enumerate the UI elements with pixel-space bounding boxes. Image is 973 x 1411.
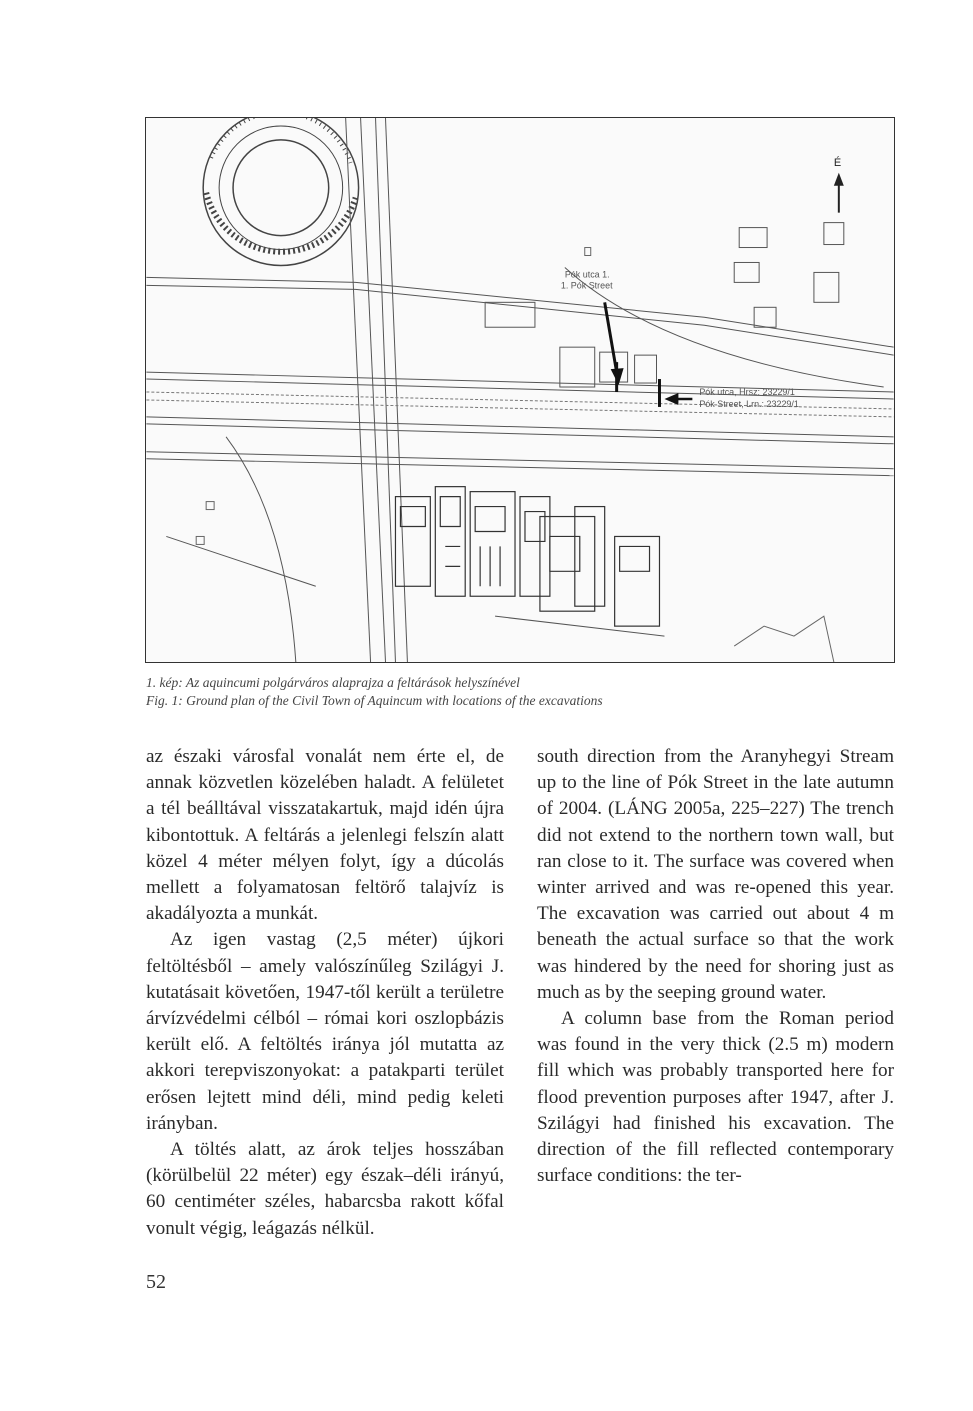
north-label: É [833,156,842,169]
map-label-pok-2-en: Pók Street, Lrn.: 23229/1 [699,398,799,409]
paragraph: Az igen vastag (2,5 méter) újkori feltöltésből – amely valószínűleg Szilágyi J. kutatásait követően, 1947-től került a területre árvízvédelmi célból – római kori oszlopbázis került elő. A feltöltés iránya jól mutatta az akkori terepviszonyokat: a patakparti terület erősen lejtett mind déli, mind pedig keleti irányban. [146,929,504,1134]
map-label-pok-1-en: 1. Pók Street [560,280,613,291]
location-arrow-1 [605,302,624,385]
paragraph: south direction from the Aranyhegyi Stream up to the line of Pók Street in the late autumn of 2004. (LÁNG 2005a, 225–227) The trench did not extend to the northern town wall, but ran close to it. The surface was covered when winter arrived and was re-opened this year. The excavation was carried out about 4 m beneath the actual surface so that the work was hindered by the need for shoring just as much as by the seeping ground water. [537,746,894,1003]
figure-caption-english: Fig. 1: Ground plan of the Civil Town of Aquincum with locations of the excavations [146,693,603,708]
paragraph: A töltés alatt, az árok teljes hosszában (körülbelül 22 méter) egy észak–déli irányú, 60 centiméter széles, habarcsba rakott kőfal vonult végig, leágazás nélkül. [146,1139,504,1239]
paragraph: az északi városfal vonalát nem érte el, de annak közvetlen közelében haladt. A felületet a tél beálltával visszatakartuk, majd idén újra kibontottuk. A feltárás a jelenlegi felszín alatt közel 4 méter mélyen folyt, így a dúcolás mellett a folyamatosan feltörő talajvíz is akadályozta a munkát. [146,746,504,925]
excavated-blocks [395,487,659,626]
page-number: 52 [146,1271,166,1293]
site-plan-figure [145,117,895,663]
paragraph: A column base from the Roman period was found in the very thick (2.5 m) modern fill which was probably transported here for flood prevention purposes after 1947, after J. Szilágyi had finished his excavation. The direction of the fill reflected contemporary surface conditions: the ter- [537,1008,894,1187]
left-column-hungarian [146,744,504,1242]
figure-caption-hungarian: 1. kép: Az aquincumi polgárváros alaprajza a feltárások helyszínével [146,675,520,690]
site-plan-map [146,118,894,662]
amphitheatre-drawing [203,118,358,265]
map-label-pok-2-hu: Pók utca, Hrsz: 23229/1 [699,386,795,397]
north-buildings [485,223,844,387]
map-label-pok-1-hu: Pók utca 1. [564,269,610,280]
location-arrow-2 [664,393,692,405]
right-column-english [537,744,894,1189]
north-arrow-icon [834,173,844,213]
